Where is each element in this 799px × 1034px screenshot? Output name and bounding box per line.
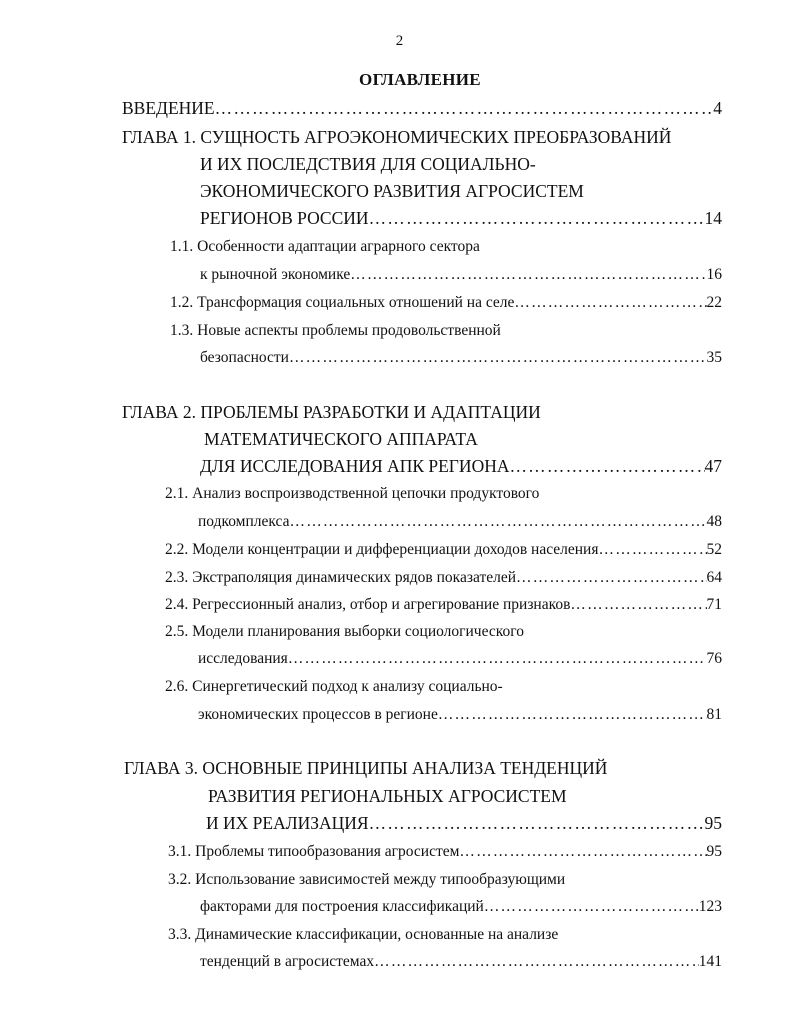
entry-page: 64 [706, 569, 722, 586]
entry-page: 14 [704, 208, 722, 228]
entry-label: факторами для построения классификаций [200, 898, 484, 915]
entry-page: 4 [713, 98, 722, 118]
entry-page: 47 [704, 456, 722, 476]
toc-entry-section-3-1[interactable] [168, 843, 722, 861]
entry-label: 3.1. Проблемы типообразования агросистем [168, 843, 460, 860]
entry-label: экономических процессов в регионе [198, 706, 438, 723]
dot-leader [290, 513, 707, 531]
section-1-1-title[interactable]: 1.1. Особенности адаптации аграрного сектора [170, 238, 480, 255]
entry-label: тенденций в агросистемах [200, 953, 375, 970]
entry-label: исследования [198, 650, 288, 667]
toc-entry-section-2-6[interactable] [198, 706, 722, 724]
toc-entry-section-2-3[interactable] [165, 569, 722, 587]
toc-entry-section-1-3[interactable] [200, 349, 722, 367]
chapter-3-heading-line-2: РАЗВИТИЯ РЕГИОНАЛЬНЫХ АГРОСИСТЕМ [208, 786, 567, 806]
entry-page: 22 [706, 294, 722, 311]
entry-label: ВВЕДЕНИЕ [122, 98, 215, 118]
chapter-2-heading[interactable]: ГЛАВА 2. ПРОБЛЕМЫ РАЗРАБОТКИ И АДАПТАЦИИ [122, 402, 541, 422]
chapter-3-heading[interactable]: ГЛАВА 3. ОСНОВНЫЕ ПРИНЦИПЫ АНАЛИЗА ТЕНДЕНЦИЙ [124, 758, 608, 778]
chapter-1-heading[interactable]: ГЛАВА 1. СУЩНОСТЬ АГРОЭКОНОМИЧЕСКИХ ПРЕОБРАЗОВАНИЙ [122, 127, 672, 147]
toc-entry-section-1-1[interactable] [200, 266, 722, 284]
chapter-2-heading-line-2: МАТЕМАТИЧЕСКОГО АППАРАТА [204, 429, 478, 449]
dot-leader [215, 98, 714, 119]
toc-entry-section-3-3[interactable] [200, 953, 722, 971]
entry-label: 1.2. Трансформация социальных отношений на селе [170, 294, 515, 311]
entry-label: 2.3. Экстраполяция динамических рядов показателей [165, 569, 517, 586]
entry-label: к рыночной экономике [200, 266, 351, 283]
toc-entry-chapter-1[interactable] [200, 208, 722, 229]
entry-page: 76 [706, 650, 722, 667]
entry-page: 81 [706, 706, 722, 723]
toc-entry-chapter-3[interactable] [206, 813, 722, 834]
dot-leader [459, 843, 706, 861]
entry-label: 2.2. Модели концентрации и дифференциации доходов населения [165, 541, 599, 558]
entry-label: безопасности [200, 349, 289, 366]
toc-entry-section-2-2[interactable] [165, 541, 722, 559]
entry-label: ДЛЯ ИССЛЕДОВАНИЯ АПК РЕГИОНА [200, 456, 510, 476]
dot-leader [289, 349, 707, 367]
chapter-1-heading-line-3: ЭКОНОМИЧЕСКОГО РАЗВИТИЯ АГРОСИСТЕМ [200, 181, 584, 201]
toc-entry-section-2-5[interactable] [198, 650, 722, 668]
toc-entry-section-1-2[interactable] [170, 294, 722, 312]
entry-page: 48 [706, 513, 722, 530]
dot-leader [369, 208, 705, 229]
section-2-5-title[interactable]: 2.5. Модели планирования выборки социологического [165, 623, 524, 640]
entry-label: 2.4. Регрессионный анализ, отбор и агрегирование признаков [165, 596, 571, 613]
section-3-2-title[interactable]: 3.2. Использование зависимостей между типообразующими [168, 871, 566, 888]
chapter-1-heading-line-2: И ИХ ПОСЛЕДСТВИЯ ДЛЯ СОЦИАЛЬНО- [200, 154, 536, 174]
toc-entry-section-3-2[interactable] [200, 898, 722, 916]
section-1-3-title[interactable]: 1.3. Новые аспекты проблемы продовольственной [170, 322, 501, 339]
dot-leader [350, 266, 706, 284]
entry-page: 95 [706, 843, 722, 860]
toc-entry-chapter-2[interactable] [200, 456, 722, 477]
dot-leader [484, 898, 699, 916]
dot-leader [369, 813, 705, 834]
entry-page: 141 [698, 953, 722, 970]
dot-leader [516, 569, 706, 587]
entry-label: подкомплекса [198, 513, 290, 530]
entry-label: И ИХ РЕАЛИЗАЦИЯ [206, 813, 369, 833]
dot-leader [288, 650, 707, 668]
dot-leader [374, 953, 699, 971]
dot-leader [438, 706, 707, 724]
dot-leader [599, 541, 707, 559]
entry-page: 35 [706, 349, 722, 366]
section-2-1-title[interactable]: 2.1. Анализ воспроизводственной цепочки продуктового [165, 485, 540, 502]
entry-page: 95 [704, 813, 722, 833]
dot-leader [514, 294, 706, 312]
entry-label: РЕГИОНОВ РОССИИ [200, 208, 369, 228]
toc-entry-intro[interactable] [122, 98, 722, 119]
section-3-3-title[interactable]: 3.3. Динамические классификации, основанные на анализе [168, 926, 559, 943]
toc-entry-section-2-4[interactable] [165, 596, 722, 614]
dot-leader [570, 596, 706, 614]
entry-page: 52 [706, 541, 722, 558]
page-number: 2 [395, 33, 404, 49]
entry-page: 123 [698, 898, 722, 915]
toc-entry-section-2-1[interactable] [198, 513, 722, 531]
toc-title: ОГЛАВЛЕНИЕ [359, 70, 481, 89]
entry-page: 71 [706, 596, 722, 613]
entry-page: 16 [706, 266, 722, 283]
dot-leader [509, 456, 704, 477]
section-2-6-title[interactable]: 2.6. Синергетический подход к анализу социально- [165, 678, 503, 695]
